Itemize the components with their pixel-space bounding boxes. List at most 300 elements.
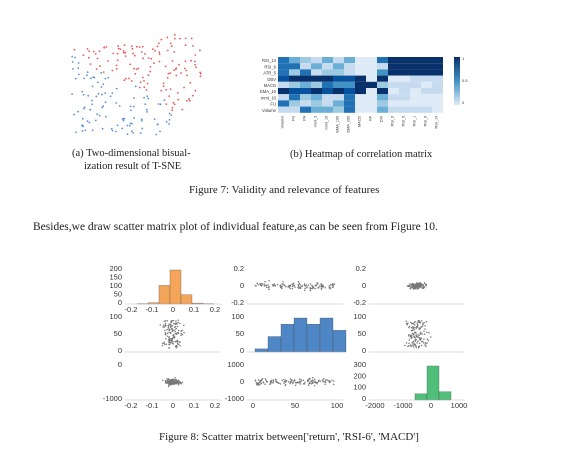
tsne-point-red — [107, 60, 109, 62]
scatter-point — [167, 335, 169, 337]
x-tick-label: 0 — [428, 401, 434, 410]
tsne-point-red — [97, 58, 99, 60]
tsne-point-blue — [169, 113, 171, 115]
scatter-point — [426, 321, 428, 323]
scatter-point — [171, 325, 173, 327]
histogram-bar — [427, 366, 439, 400]
y-tick-label: -1000 — [224, 394, 244, 403]
scatter-point — [290, 381, 292, 383]
tsne-point-red — [186, 75, 188, 77]
scatter-point — [174, 336, 176, 338]
tsne-point-blue — [92, 86, 94, 88]
heatmap-cell — [289, 69, 300, 75]
tsne-point-blue — [82, 126, 84, 128]
tsne-point-blue — [74, 57, 76, 59]
scatter-point — [162, 345, 164, 347]
y-tick-label: -0.2 — [231, 298, 244, 307]
tsne-point-blue — [147, 98, 149, 100]
heatmap-cell — [432, 63, 443, 69]
tsne-point-red — [99, 65, 101, 67]
tsne-point-red — [185, 44, 187, 46]
heatmap-cell — [300, 107, 311, 113]
heatmap-cell — [421, 76, 432, 82]
scatter-point — [411, 284, 413, 286]
scatter-point — [409, 288, 411, 290]
tsne-point-red — [170, 88, 172, 90]
heatmap-cell — [300, 69, 311, 75]
scatter-point — [331, 380, 333, 382]
tsne-point-blue — [90, 77, 92, 79]
tsne-plot — [62, 10, 212, 145]
tsne-point-red — [117, 45, 119, 47]
heatmap-cell — [311, 63, 322, 69]
scatter-point — [168, 336, 170, 338]
scatter-point — [416, 342, 418, 344]
scatter-point — [169, 340, 171, 342]
scatter-point — [174, 341, 176, 343]
tsne-point-red — [120, 48, 122, 50]
heatmap-cell — [344, 82, 355, 88]
tsne-point-red — [143, 86, 145, 88]
histogram-bar — [439, 392, 451, 400]
scatter-point — [165, 382, 167, 384]
scatter-point — [266, 285, 268, 287]
scatter-point — [167, 325, 169, 327]
scatter-point — [172, 320, 174, 322]
scatter-point — [162, 326, 164, 328]
heatmap-cell — [355, 63, 366, 69]
tsne-point-red — [158, 42, 160, 44]
scatter-point — [177, 322, 179, 324]
scatter-point — [414, 329, 416, 331]
scatter-point — [320, 380, 322, 382]
scatter-point — [413, 323, 415, 325]
tsne-point-red — [147, 83, 149, 85]
tsne-point-red — [125, 52, 127, 54]
tsne-point-red — [174, 38, 176, 40]
scatter-point — [162, 379, 164, 381]
histogram-bar — [415, 394, 427, 400]
histogram-bar — [181, 295, 192, 304]
tsne-point-blue — [77, 111, 79, 113]
scatter-point — [418, 334, 420, 336]
heatmap-cell — [289, 63, 300, 69]
tsne-point-blue — [92, 129, 94, 131]
scatter-point — [168, 342, 170, 344]
scatter-point — [261, 383, 263, 385]
scatter-point — [274, 283, 276, 285]
tsne-point-red — [83, 54, 85, 56]
heatmap-cell — [388, 107, 399, 113]
scatter-point — [175, 379, 177, 381]
tsne-point-blue — [166, 121, 168, 123]
heatmap-cell — [410, 69, 421, 75]
scatter-point — [412, 342, 414, 344]
heatmap-cell — [421, 82, 432, 88]
scatter-point — [312, 382, 314, 384]
tsne-point-blue — [154, 118, 156, 120]
heatmap-cell — [410, 88, 421, 94]
tsne-point-blue — [89, 109, 91, 111]
tsne-point-blue — [94, 77, 96, 79]
scatter-point — [300, 379, 302, 381]
scatter-point — [169, 329, 171, 331]
scatter-point — [174, 377, 176, 379]
tsne-point-blue — [102, 128, 104, 130]
tsne-point-red — [160, 90, 162, 92]
y-tick-label: 100 — [353, 382, 366, 392]
heatmap-cell — [388, 69, 399, 75]
tsne-point-blue — [121, 128, 123, 130]
scatter-point — [293, 380, 295, 382]
scatter-point — [281, 285, 283, 287]
tsne-point-blue — [115, 102, 117, 104]
heatmap-cell — [377, 69, 388, 75]
tsne-point-blue — [101, 94, 103, 96]
scatter-point — [322, 379, 324, 381]
tsne-point-red — [146, 89, 148, 91]
scatter-point — [422, 324, 424, 326]
scatter-point — [285, 384, 287, 386]
heatmap-cell — [410, 63, 421, 69]
scatter-point — [423, 322, 425, 324]
tsne-point-red — [171, 45, 173, 47]
heatmap-col-label: mmt_10 — [324, 115, 329, 130]
scatter-point — [166, 378, 168, 380]
scatter-point — [406, 342, 408, 344]
scatter-point — [310, 283, 312, 285]
heatmap-cell — [421, 94, 432, 100]
scatter-point — [177, 326, 179, 328]
scatter-point — [408, 343, 410, 345]
scatter-point — [329, 382, 331, 384]
heatmap-cell — [355, 107, 366, 113]
heatmap-cell — [333, 100, 344, 106]
heatmap-cell — [278, 63, 289, 69]
tsne-point-red — [96, 68, 98, 70]
scatter-point — [314, 378, 316, 380]
scatter-point — [177, 332, 179, 334]
heatmap-col-label: mmt_3 — [313, 115, 318, 128]
heatmap-cell — [366, 94, 377, 100]
scatter-point — [259, 381, 261, 383]
tsne-point-red — [117, 59, 119, 61]
heatmap-cell — [366, 63, 377, 69]
scatter-point — [265, 379, 267, 381]
tsne-point-red — [117, 53, 119, 55]
scatter-point — [183, 332, 185, 334]
tsne-point-red — [152, 48, 154, 50]
figure7-caption: Figure 7: Validity and relevance of features — [189, 184, 380, 196]
heatmap-cell — [421, 88, 432, 94]
scatter-point — [416, 326, 418, 328]
scatter-point — [181, 383, 183, 385]
heatmap-cell — [410, 82, 421, 88]
scatter-point — [180, 382, 182, 384]
y-tick-label: 100 — [231, 312, 244, 321]
scatter-point — [171, 339, 173, 341]
scatter-point — [418, 347, 420, 349]
heatmap-cell — [377, 76, 388, 82]
histogram-bar — [281, 324, 294, 352]
scatter-point — [170, 342, 172, 344]
heatmap-col-label: MACD — [357, 115, 362, 127]
heatmap-cell — [399, 100, 410, 106]
scatter-point — [167, 380, 169, 382]
heatmap-cell — [355, 88, 366, 94]
tsne-point-red — [144, 53, 146, 55]
scatter-point — [174, 381, 176, 383]
scatter-point — [289, 288, 291, 290]
heatmap-cell — [421, 57, 432, 63]
scatter-point — [320, 284, 322, 286]
scatter-point — [280, 383, 282, 385]
scatter-point — [308, 379, 310, 381]
scatter-point — [332, 287, 334, 289]
scatter-point — [416, 347, 418, 349]
scatter-point — [413, 334, 415, 336]
scatter-point — [426, 332, 428, 334]
heatmap-cell — [289, 100, 300, 106]
scatter-point — [300, 284, 302, 286]
heatmap-cell — [432, 82, 443, 88]
scatter-point — [165, 324, 167, 326]
tsne-point-red — [142, 57, 144, 59]
scatter-point — [424, 325, 426, 327]
tsne-point-blue — [75, 131, 77, 133]
tsne-point-blue — [155, 134, 157, 136]
scatter-point — [410, 336, 412, 338]
heatmap-cell — [366, 82, 377, 88]
subfig-a-caption-line1: (a) Two-dimensional bisual- — [72, 148, 191, 159]
heatmap-row-label: OBV — [267, 76, 276, 82]
scatter-point — [175, 328, 177, 330]
scatter-point — [414, 332, 416, 334]
tsne-point-red — [133, 68, 135, 70]
scatter-point — [413, 346, 415, 348]
scatter-point — [423, 338, 425, 340]
scatter-point — [421, 333, 423, 335]
tsne-point-red — [131, 45, 133, 47]
scatter-point — [303, 379, 305, 381]
scatter-point — [292, 284, 294, 286]
heatmap-cell — [300, 88, 311, 94]
scatter-point — [417, 324, 419, 326]
heatmap-cell — [311, 100, 322, 106]
heatmap-cell — [421, 100, 432, 106]
x-tick-label: 0.1 — [188, 305, 200, 314]
tsne-point-red — [142, 77, 144, 79]
y-tick-label: 0 — [117, 360, 122, 369]
tsne-point-red — [179, 38, 181, 40]
y-tick-label: 50 — [113, 289, 122, 299]
tsne-point-blue — [107, 77, 109, 79]
scatter-point — [304, 283, 306, 285]
heatmap-row-label: MACD — [263, 83, 276, 88]
heatmap-cell — [399, 63, 410, 69]
tsne-point-red — [195, 90, 197, 92]
tsne-point-blue — [146, 109, 148, 111]
scatter-point — [416, 286, 418, 288]
scatter-point — [169, 324, 171, 326]
heatmap-cell — [388, 100, 399, 106]
tsne-point-red — [149, 71, 151, 73]
scatter-point — [176, 333, 178, 335]
tsne-point-red — [168, 95, 170, 97]
tsne-point-blue — [82, 130, 84, 132]
scatter-point — [407, 285, 409, 287]
scatter-point — [420, 327, 422, 329]
heatmap-cell — [311, 94, 322, 100]
heatmap-col-label: RSI_14 — [434, 115, 439, 129]
tsne-point-red — [87, 48, 89, 50]
y-tick-label: -1000 — [102, 394, 122, 403]
scatter-point — [295, 382, 297, 384]
scatter-point — [170, 326, 172, 328]
scatter-point — [421, 345, 423, 347]
scatter-point — [332, 284, 334, 286]
tsne-point-blue — [130, 106, 132, 108]
histogram-bar — [255, 349, 268, 352]
heatmap-cell — [311, 69, 322, 75]
tsne-point-blue — [105, 116, 107, 118]
scatter-point — [330, 284, 332, 286]
scatter-point — [416, 336, 418, 338]
tsne-point-blue — [132, 132, 134, 134]
tsne-point-red — [125, 78, 127, 80]
x-tick-label: 0.1 — [188, 401, 200, 410]
scatter-point — [315, 284, 317, 286]
x-tick-label: 0 — [170, 305, 176, 314]
scatter-point — [418, 345, 420, 347]
scatter-point — [282, 281, 284, 283]
tsne-point-red — [157, 46, 159, 48]
scatter-point — [423, 331, 425, 333]
scatter-point — [408, 285, 410, 287]
scatter-point — [177, 383, 179, 385]
scatter-point — [258, 379, 260, 381]
tsne-point-red — [141, 51, 143, 53]
histogram-bar — [170, 270, 181, 304]
scatter-point — [288, 285, 290, 287]
tsne-point-red — [134, 55, 136, 57]
heatmap-cell — [388, 94, 399, 100]
scatter-point — [165, 325, 167, 327]
y-tick-label: 200 — [109, 264, 122, 273]
scatter-point — [325, 381, 327, 383]
heatmap-cell — [344, 94, 355, 100]
scatter-point — [275, 379, 277, 381]
heatmap-cell — [432, 76, 443, 82]
heatmap-cell — [344, 107, 355, 113]
tsne-point-blue — [87, 120, 89, 122]
tsne-point-red — [163, 83, 165, 85]
scatter-point — [319, 285, 321, 287]
y-tick-label: 0 — [117, 298, 122, 307]
scatter-point — [165, 322, 167, 324]
heatmap-cell — [322, 63, 333, 69]
tsne-point-blue — [87, 95, 89, 97]
heatmap-cell — [322, 100, 333, 106]
histogram-bar — [159, 285, 170, 304]
tsne-point-red — [188, 98, 190, 100]
heatmap-row-label: RSI_14 — [262, 58, 276, 64]
tsne-point-red — [165, 89, 167, 91]
heatmap-cell — [289, 88, 300, 94]
scatter-point — [174, 329, 176, 331]
scatter-matrix — [95, 262, 468, 412]
scatter-point — [173, 380, 175, 382]
scatter-point — [314, 288, 316, 290]
scatter-point — [308, 284, 310, 286]
heatmap-cell — [311, 76, 322, 82]
scatter-point — [430, 336, 432, 338]
scatter-point — [257, 383, 259, 385]
tsne-point-blue — [111, 92, 113, 94]
scatter-point — [166, 343, 168, 345]
scatter-point — [163, 324, 165, 326]
tsne-point-blue — [141, 128, 143, 130]
tsne-point-red — [158, 51, 160, 53]
tsne-point-blue — [116, 88, 118, 90]
tsne-point-blue — [130, 110, 132, 112]
scatter-point — [416, 284, 418, 286]
scatter-point — [306, 284, 308, 286]
y-tick-label: 0 — [239, 346, 244, 355]
scatter-point — [324, 384, 326, 386]
scatter-point — [428, 332, 430, 334]
scatter-point — [304, 288, 306, 290]
scatter-point — [266, 286, 268, 288]
scatter-point — [285, 286, 287, 288]
heatmap-cell — [333, 94, 344, 100]
histogram-bar — [307, 324, 320, 352]
tsne-point-red — [123, 79, 125, 81]
heatmap-cell — [355, 69, 366, 75]
tsne-point-blue — [170, 114, 172, 116]
tsne-point-red — [150, 58, 152, 60]
scatter-panel — [407, 282, 427, 290]
heatmap-cell — [300, 76, 311, 82]
scatter-point — [411, 330, 413, 332]
heatmap-cell — [289, 57, 300, 63]
scatter-point — [413, 326, 415, 328]
scatter-point — [408, 327, 410, 329]
heatmap-col-label: EMA_200 — [346, 115, 351, 133]
x-tick-label: -0.2 — [124, 401, 138, 410]
tsne-point-red — [177, 99, 179, 101]
scatter-point — [415, 335, 417, 337]
scatter-point — [308, 384, 310, 386]
scatter-point — [178, 330, 180, 332]
heatmap-cell — [410, 100, 421, 106]
heatmap-cell — [399, 94, 410, 100]
heatmap-cell — [322, 69, 333, 75]
heatmap-cell — [399, 88, 410, 94]
scatter-point — [292, 383, 294, 385]
correlation-heatmap — [248, 52, 478, 142]
y-tick-label: 50 — [235, 329, 244, 338]
scatter-point — [409, 326, 411, 328]
tsne-point-blue — [133, 117, 135, 119]
tsne-point-red — [186, 100, 188, 102]
heatmap-cell — [366, 107, 377, 113]
tsne-point-blue — [101, 86, 103, 88]
scatter-point — [292, 286, 294, 288]
scatter-point — [179, 345, 181, 347]
tsne-point-blue — [87, 71, 89, 73]
scatter-point — [309, 383, 311, 385]
